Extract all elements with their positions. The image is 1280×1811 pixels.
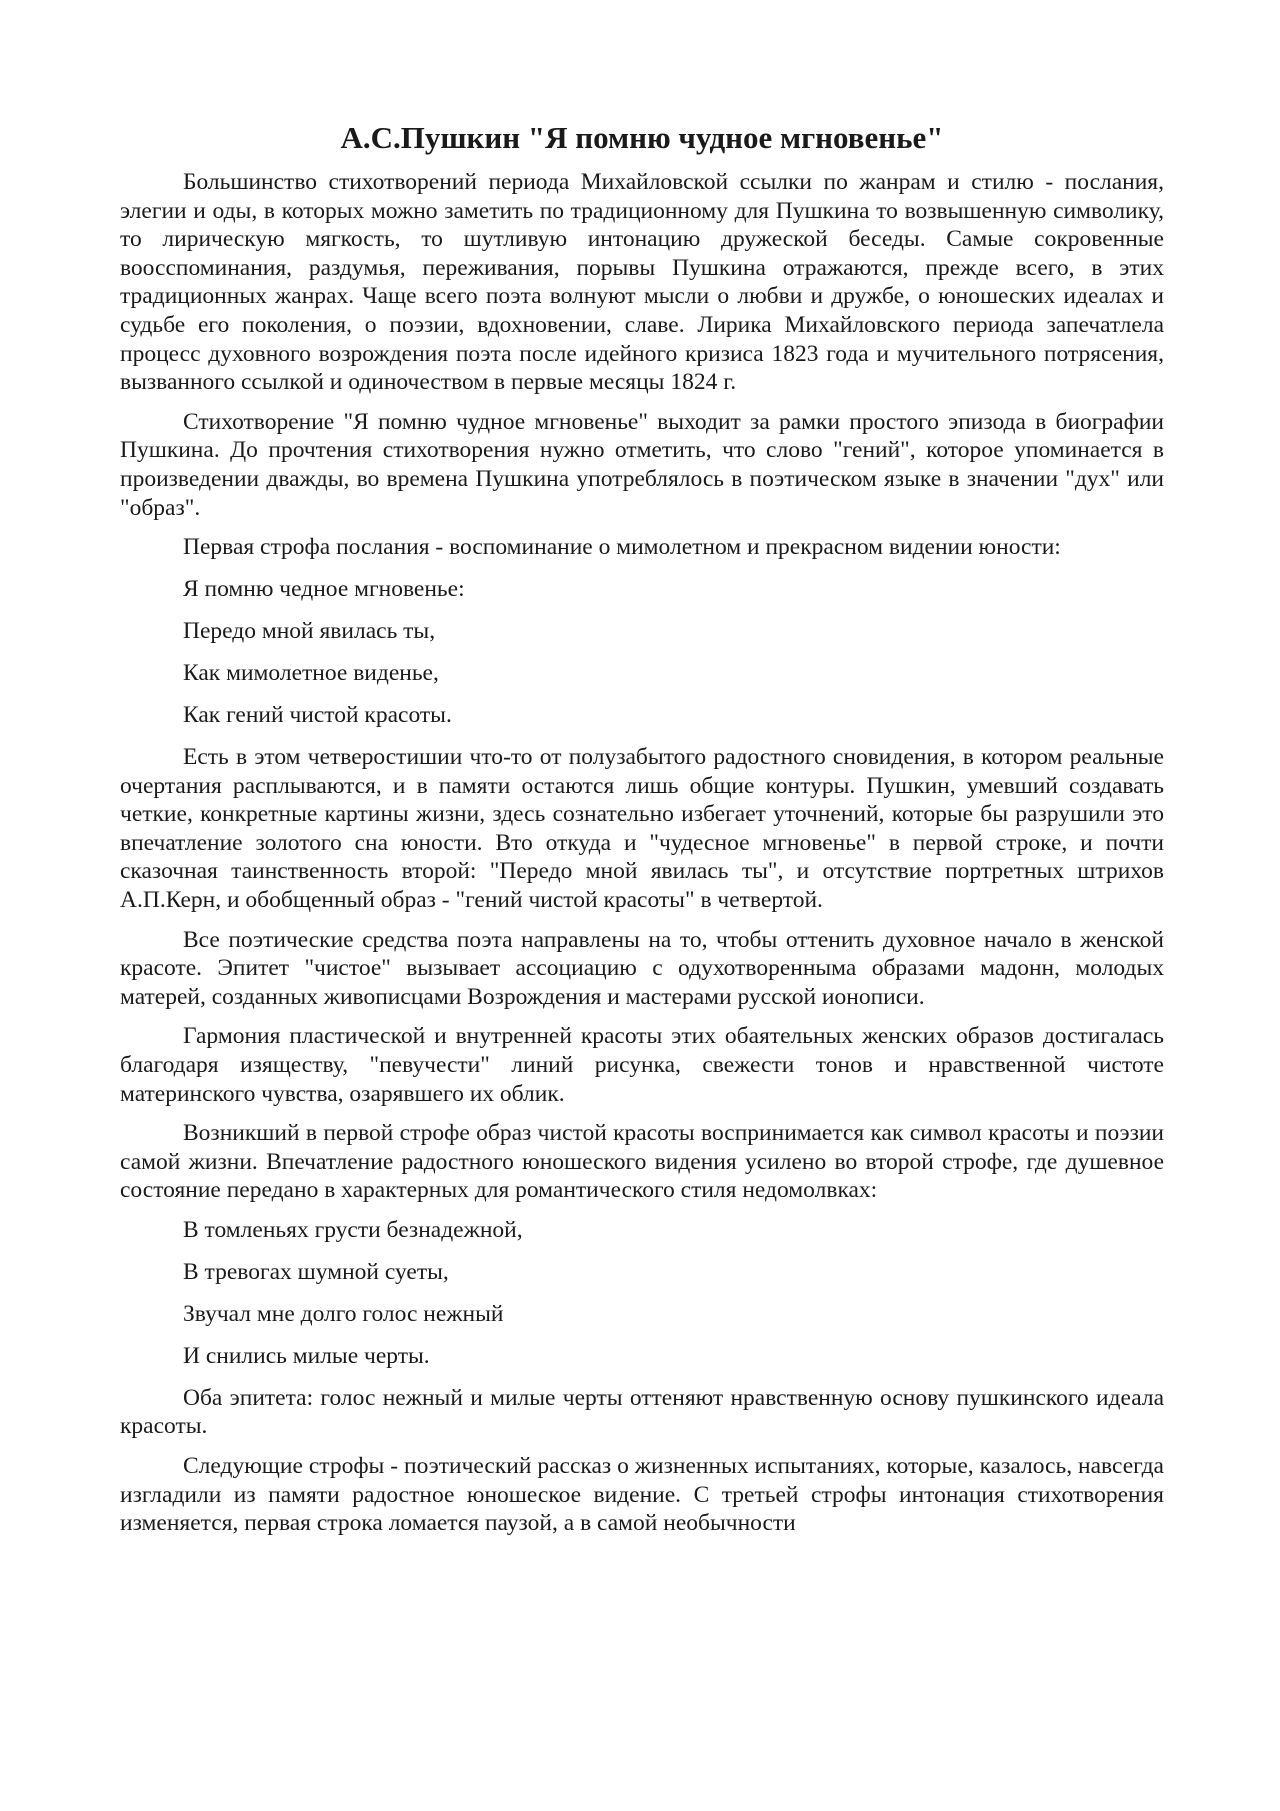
- verse-line: В томленьях грусти безнадежной,: [183, 1216, 523, 1243]
- paragraph: Оба эпитета: голос нежный и милые черты оттеняют нравственную основу пушкинского идеала красоты.: [120, 1384, 1164, 1440]
- verse-line: Как гений чистой красоты.: [183, 702, 452, 729]
- paragraph: Большинство стихотворений периода Михайловской ссылки по жанрам и стилю - послания, элегии и оды, в которых можно заметить по традиционному для Пушкина то возвышенную символику, то лирическую мягкость, то шутливую интонацию дружеской беседы. Самые сокровенные воосспоминания, раздумья, переживания, порывы Пушкина отражаются, прежде всего, в этих традиционных жанрах. Чаще всего поэта волнуют мысли о любви и дружбе, о юношеских идеалах и судьбе его поколения, о поэзии, вдохновении, славе. Лирика Михайловского периода запечатлела процесс духовного возрождения поэта после идейного кризиса 1823 года и мучительного потрясения, вызванного ссылкой и одиночеством в первые месяцы 1824 г.: [120, 169, 1164, 396]
- paragraph: Все поэтические средства поэта направлены на то, чтобы оттенить духовное начало в женской красоте. Эпитет "чистое" вызывает ассоциацию с одухотворенныма образами мадонн, молодых матерей, созданных живописцами Возрождения и мастерами русской ионописи.: [120, 926, 1164, 1010]
- verse-line: Звучал мне долго голос нежный: [183, 1300, 504, 1327]
- verse-line: Я помню чедное мгновенье:: [183, 576, 465, 603]
- paragraph: Есть в этом четверостишии что-то от полузабытого радостного сновидения, в котором реальные очертания расплываются, и в памяти остаются лишь общие контуры. Пушкин, умевший создавать четкие, конкретные картины жизни, здесь сознательно избегает уточнений, которые бы разрушили это впечатление золотого сна юности. Вто откуда и "чудесное мгновенье" в первой строке, и почти сказочная таинственность второй: "Передо мной явилась ты", и отсутствие портретных штрихов А.П.Керн, и обобщенный образ - "гений чистой красоты" в четвертой.: [120, 744, 1164, 914]
- verse-line: В тревогах шумной суеты,: [183, 1258, 449, 1285]
- verse-line: Передо мной явилась ты,: [183, 618, 436, 645]
- document-title: А.С.Пушкин "Я помню чудное мгновенье": [340, 120, 944, 155]
- paragraph: Гармония пластической и внутренней красоты этих обаятельных женских образов достигалась благодаря изяществу, "певучести" линий рисунка, свежести тонов и нравственной чистоте материнского чувства, озарявшего их облик.: [120, 1023, 1164, 1107]
- paragraph: Первая строфа послания - воспоминание о мимолетном и прекрасном видении юности:: [183, 534, 1061, 561]
- paragraph: Стихотворение "Я помню чудное мгновенье" выходит за рамки простого эпизода в биографии Пушкина. До прочтения стихотворения нужно отметить, что слово "гений", которое упоминается в произведении дважды, во времена Пушкина употреблялось в поэтическом языке в значении "дух" или "образ".: [120, 408, 1164, 521]
- paragraph: Следующие строфы - поэтический рассказ о жизненных испытаниях, которые, казалось, навсегда изгладили из памяти радостное юношеское видение. С третьей строфы интонация стихотворения изменяется, первая строка ломается паузой, а в самой необычности: [120, 1453, 1164, 1537]
- paragraph: Возникший в первой строфе образ чистой красоты воспринимается как символ красоты и поэзии самой жизни. Впечатление радостного юношеского видения усилено во второй строфе, где душевное состояние передано в характерных для романтического стиля недомолвках:: [120, 1120, 1164, 1204]
- verse-line: И снились милые черты.: [183, 1342, 430, 1369]
- document-page: [120, 120, 1164, 1549]
- verse-line: Как мимолетное виденье,: [183, 660, 439, 687]
